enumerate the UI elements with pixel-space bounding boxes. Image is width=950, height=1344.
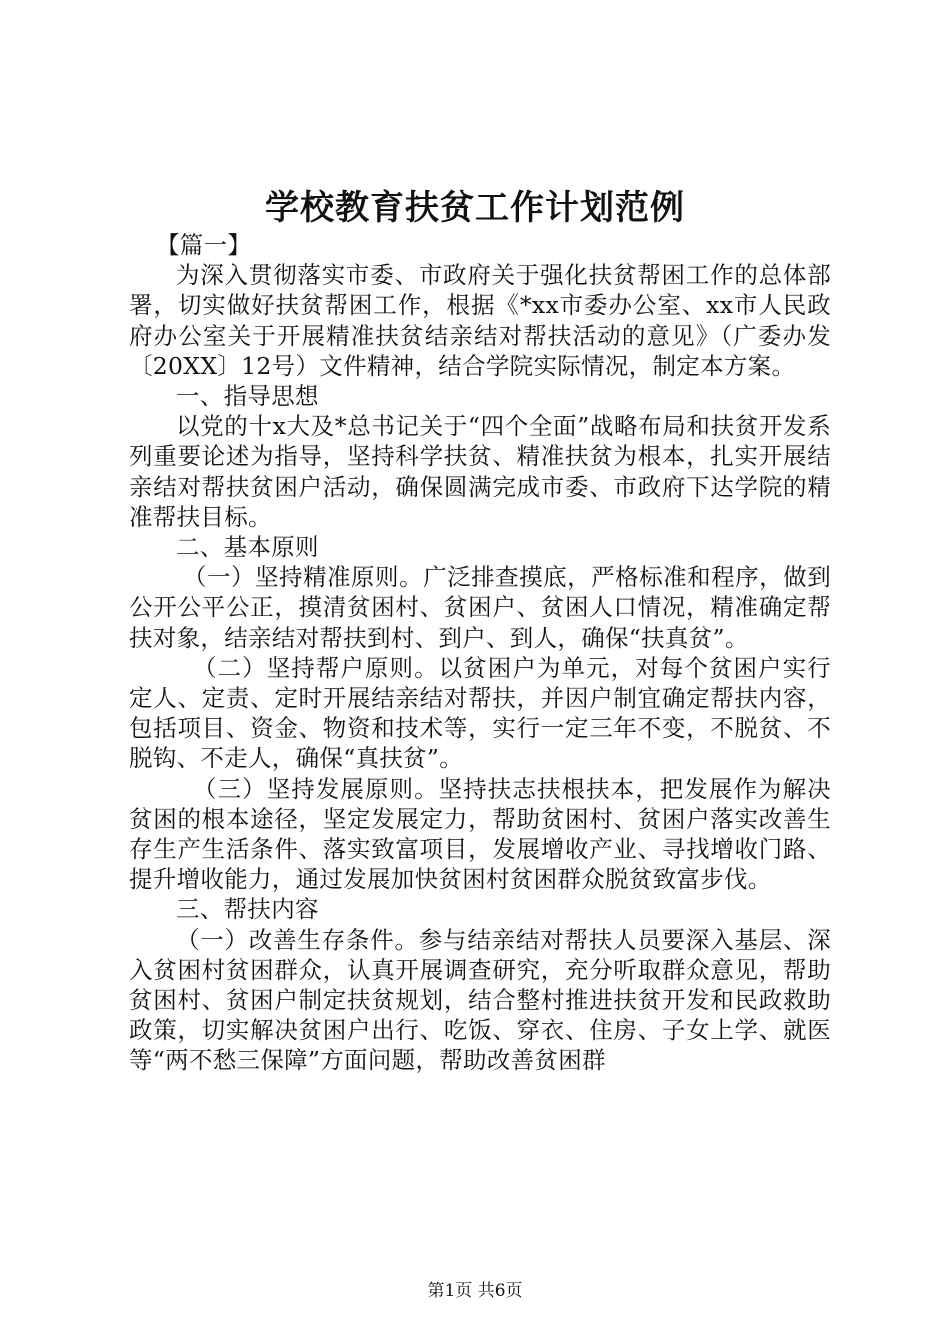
paragraph-guiding-ideology: 以党的十x大及*总书记关于“四个全面”战略布局和扶贫开发系列重要论述为指导，坚持科学扶贫、精准扶贫为根本，扎实开展结亲结对帮扶贫困户活动，确保圆满完成市委、市政府下达学院的精准帮扶目标。 — [129, 412, 831, 531]
document-title: 学校教育扶贫工作计划范例 — [265, 188, 685, 228]
part-label: 【篇一】 — [156, 231, 252, 259]
intro-paragraph: 为深入贯彻落实市委、市政府关于强化扶贫帮困工作的总体部署，切实做好扶贫帮困工作，根据《*xx市委办公室、xx市人民政府办公室关于开展精准扶贫结亲结对帮扶活动的意见》（广委办发〔20XX〕12号）文件精神，结合学院实际情况，制定本方案。 — [129, 261, 831, 380]
paragraph-principle-household: （二）坚持帮户原则。以贫困户为单元，对每个贫困户实行定人、定责、定时开展结亲结对帮扶，并因户制宜确定帮扶内容，包括项目、资金、物资和技术等，实行一定三年不变，不脱贫、不脱钩、不走人，确保“真扶贫”。 — [129, 653, 831, 773]
section-heading-assistance-content: 三、帮扶内容 — [176, 895, 319, 924]
page-footer: 第1页 共6页 — [427, 1281, 523, 1301]
paragraph-principle-development: （三）坚持发展原则。坚持扶志扶根扶本，把发展作为解决贫困的根本途径，坚定发展定力，帮助贫困村、贫困户落实改善生存生产生活条件、落实致富项目，发展增收产业、寻找增收门路、提升增收能力，通过发展加快贫困村贫困群众脱贫致富步伐。 — [129, 774, 831, 894]
paragraph-improve-living-conditions: （一）改善生存条件。参与结亲结对帮扶人员要深入基层、深入贫困村贫困群众，认真开展调查研究，充分听取群众意见，帮助贫困村、贫困户制定扶贫规划，结合整村推进扶贫开发和民政救助政策，切实解决贫困户出行、吃饭、穿衣、住房、子女上学、就医等“两不愁三保障”方面问题，帮助改善贫困群 — [129, 925, 831, 1075]
section-heading-basic-principles: 二、基本原则 — [176, 533, 319, 562]
paragraph-principle-precision: （一）坚持精准原则。广泛排查摸底，严格标准和程序，做到公开公平公正，摸清贫困村、贫困户、贫困人口情况，精准确定帮扶对象，结亲结对帮扶到村、到户、到人，确保“扶真贫”。 — [129, 563, 831, 652]
section-heading-guiding-ideology: 一、指导思想 — [176, 382, 319, 411]
document-body — [129, 230, 831, 1076]
